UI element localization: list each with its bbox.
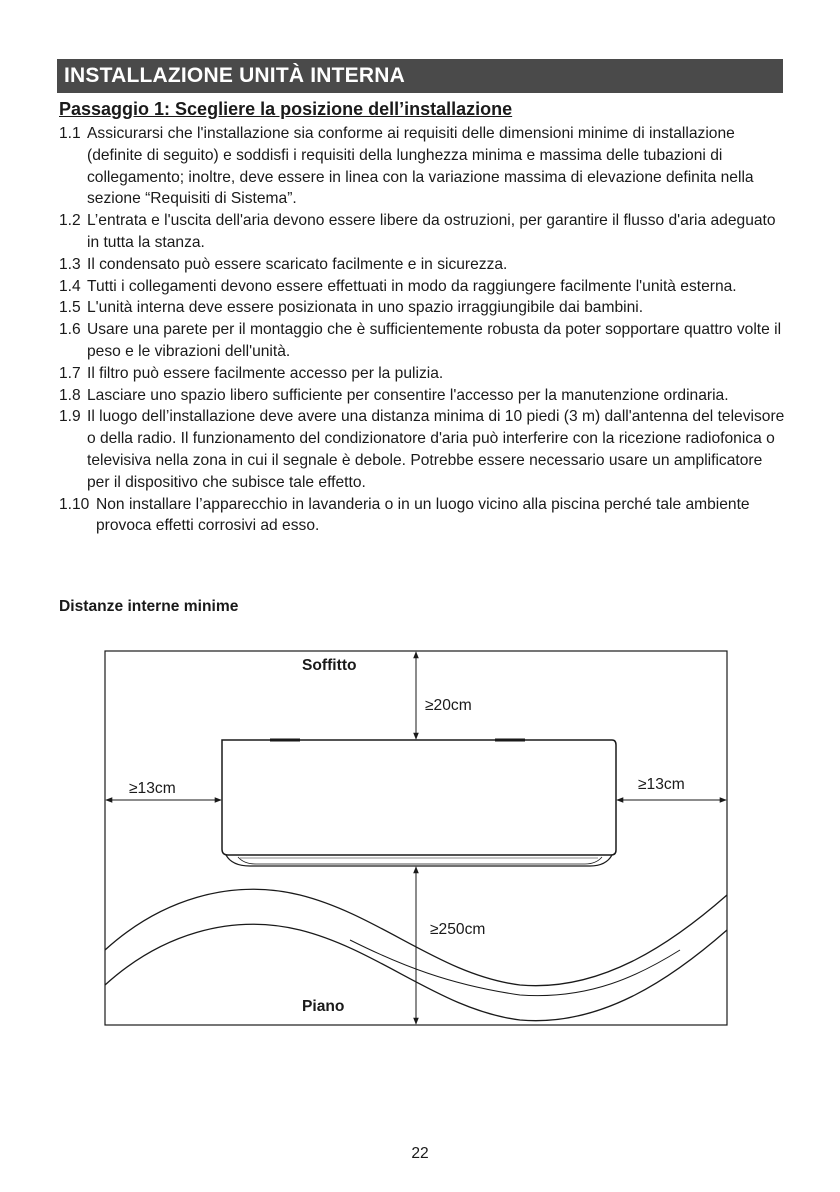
ceiling-label: Soffitto xyxy=(302,657,357,674)
item-number: 1.6 xyxy=(59,321,81,339)
item-text: Assicurarsi che l'installazione sia conforme ai requisiti delle dimensioni minime di installazione (definite di seguito) e soddisfi i requisiti della lunghezza minima e massima delle tubazioni di collegamento; inoltre, deve essere in linea con la variazione massima di elevazione definita nella sezione “Requisiti di Sistema”. xyxy=(87,125,754,208)
item-number: 1.10 xyxy=(59,495,90,513)
item-text: Il luogo dell’installazione deve avere una distanza minima di 10 piedi (3 m) dall'antenna del televisore o della radio. Il funzionamento del condizionatore d'aria può interferire con la ricezione radiofonica o televisiva nella zona in cui il segnale è debole. Potrebbe essere necessario usare un amplificatore per il dispositivo che subisce tale effetto. xyxy=(87,408,785,491)
item-number: 1.2 xyxy=(59,212,81,230)
bottom-clearance-label: ≥250cm xyxy=(430,921,486,938)
item-number: 1.7 xyxy=(59,364,81,382)
item-number: 1.5 xyxy=(59,299,81,317)
step-title: Passaggio 1: Scegliere la posizione dell’installazione xyxy=(59,99,513,119)
indoor-unit xyxy=(222,740,616,866)
page-number: 22 xyxy=(411,1145,429,1162)
right-clearance-label: ≥13cm xyxy=(638,776,685,793)
item-number: 1.9 xyxy=(59,408,81,426)
section-header: INSTALLAZIONE UNITÀ INTERNA xyxy=(57,59,783,93)
item-number: 1.1 xyxy=(59,125,81,142)
item-text: Usare una parete per il montaggio che è sufficientemente robusta da poter sopportare quattro volte il peso e le vibrazioni dell'unità. xyxy=(87,321,782,360)
item-text: Lasciare uno spazio libero sufficiente per consentire l'accesso per la manutenzione ordinaria. xyxy=(87,386,729,404)
left-clearance-label: ≥13cm xyxy=(129,780,176,797)
item-text: Tutti i collegamenti devono essere effettuati in modo da raggiungere facilmente l'unità esterna. xyxy=(87,277,737,295)
item-text: L’entrata e l'uscita dell'aria devono essere libere da ostruzioni, per garantire il flusso d'aria adeguato in tutta la stanza. xyxy=(87,212,776,251)
floor-break-wave-inner xyxy=(350,940,680,996)
item-text: Il condensato può essere scaricato facilmente e in sicurezza. xyxy=(87,255,508,273)
item-number: 1.4 xyxy=(59,277,81,295)
item-number: 1.8 xyxy=(59,386,81,404)
item-number: 1.3 xyxy=(59,255,81,273)
item-text: Il filtro può essere facilmente accesso per la pulizia. xyxy=(87,364,444,382)
top-clearance-label: ≥20cm xyxy=(425,697,472,714)
item-text: L'unità interna deve essere posizionata in uno spazio irraggiungibile dai bambini. xyxy=(87,299,644,317)
item-text: Non installare l’apparecchio in lavanderia o in un luogo vicino alla piscina perché tale ambiente provoca effetti corrosivi ad esso. xyxy=(96,495,750,535)
section-subtitle: Distanze interne minime xyxy=(59,598,239,615)
floor-label: Piano xyxy=(302,998,345,1015)
